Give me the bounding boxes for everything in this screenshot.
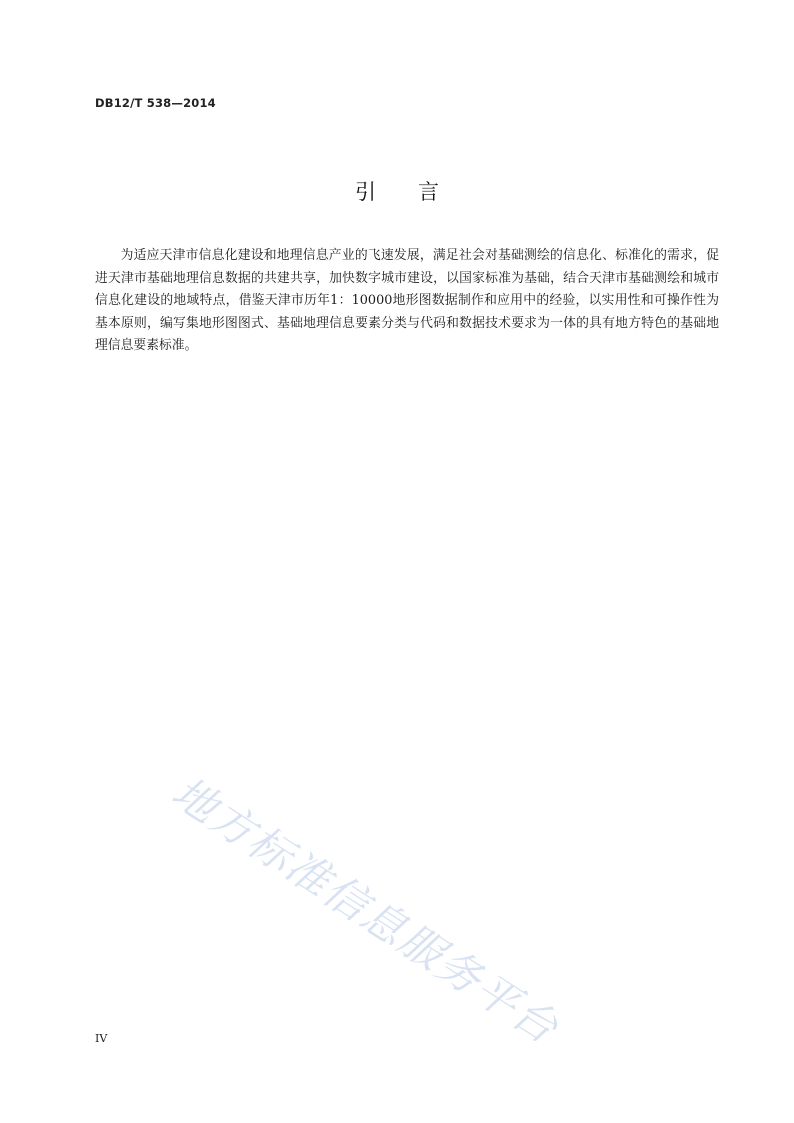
standard-code: DB12/T 538—2014 — [95, 96, 216, 110]
page-title: 引言 — [355, 180, 481, 204]
intro-paragraph: 为适应天津市信息化建设和地理信息产业的飞速发展，满足社会对基础测绘的信息化、标准化的需求，促进天津市基础地理信息数据的共建共享，加快数字城市建设，以国家标准为基础，结合天津市基础测绘和城市信息化建设的地域特点，借鉴天津市历年1：10000地形图数据制作和应用中的经验，以实用性和可操作性为基本原则，编写集地形图图式、基础地理信息要素分类与代码和数据技术要求为一体的具有地方特色的基础地理信息要素标准。 — [95, 248, 719, 353]
watermark: 地方标准信息服务平台 — [162, 767, 568, 1055]
page-number: IV — [95, 1032, 108, 1045]
